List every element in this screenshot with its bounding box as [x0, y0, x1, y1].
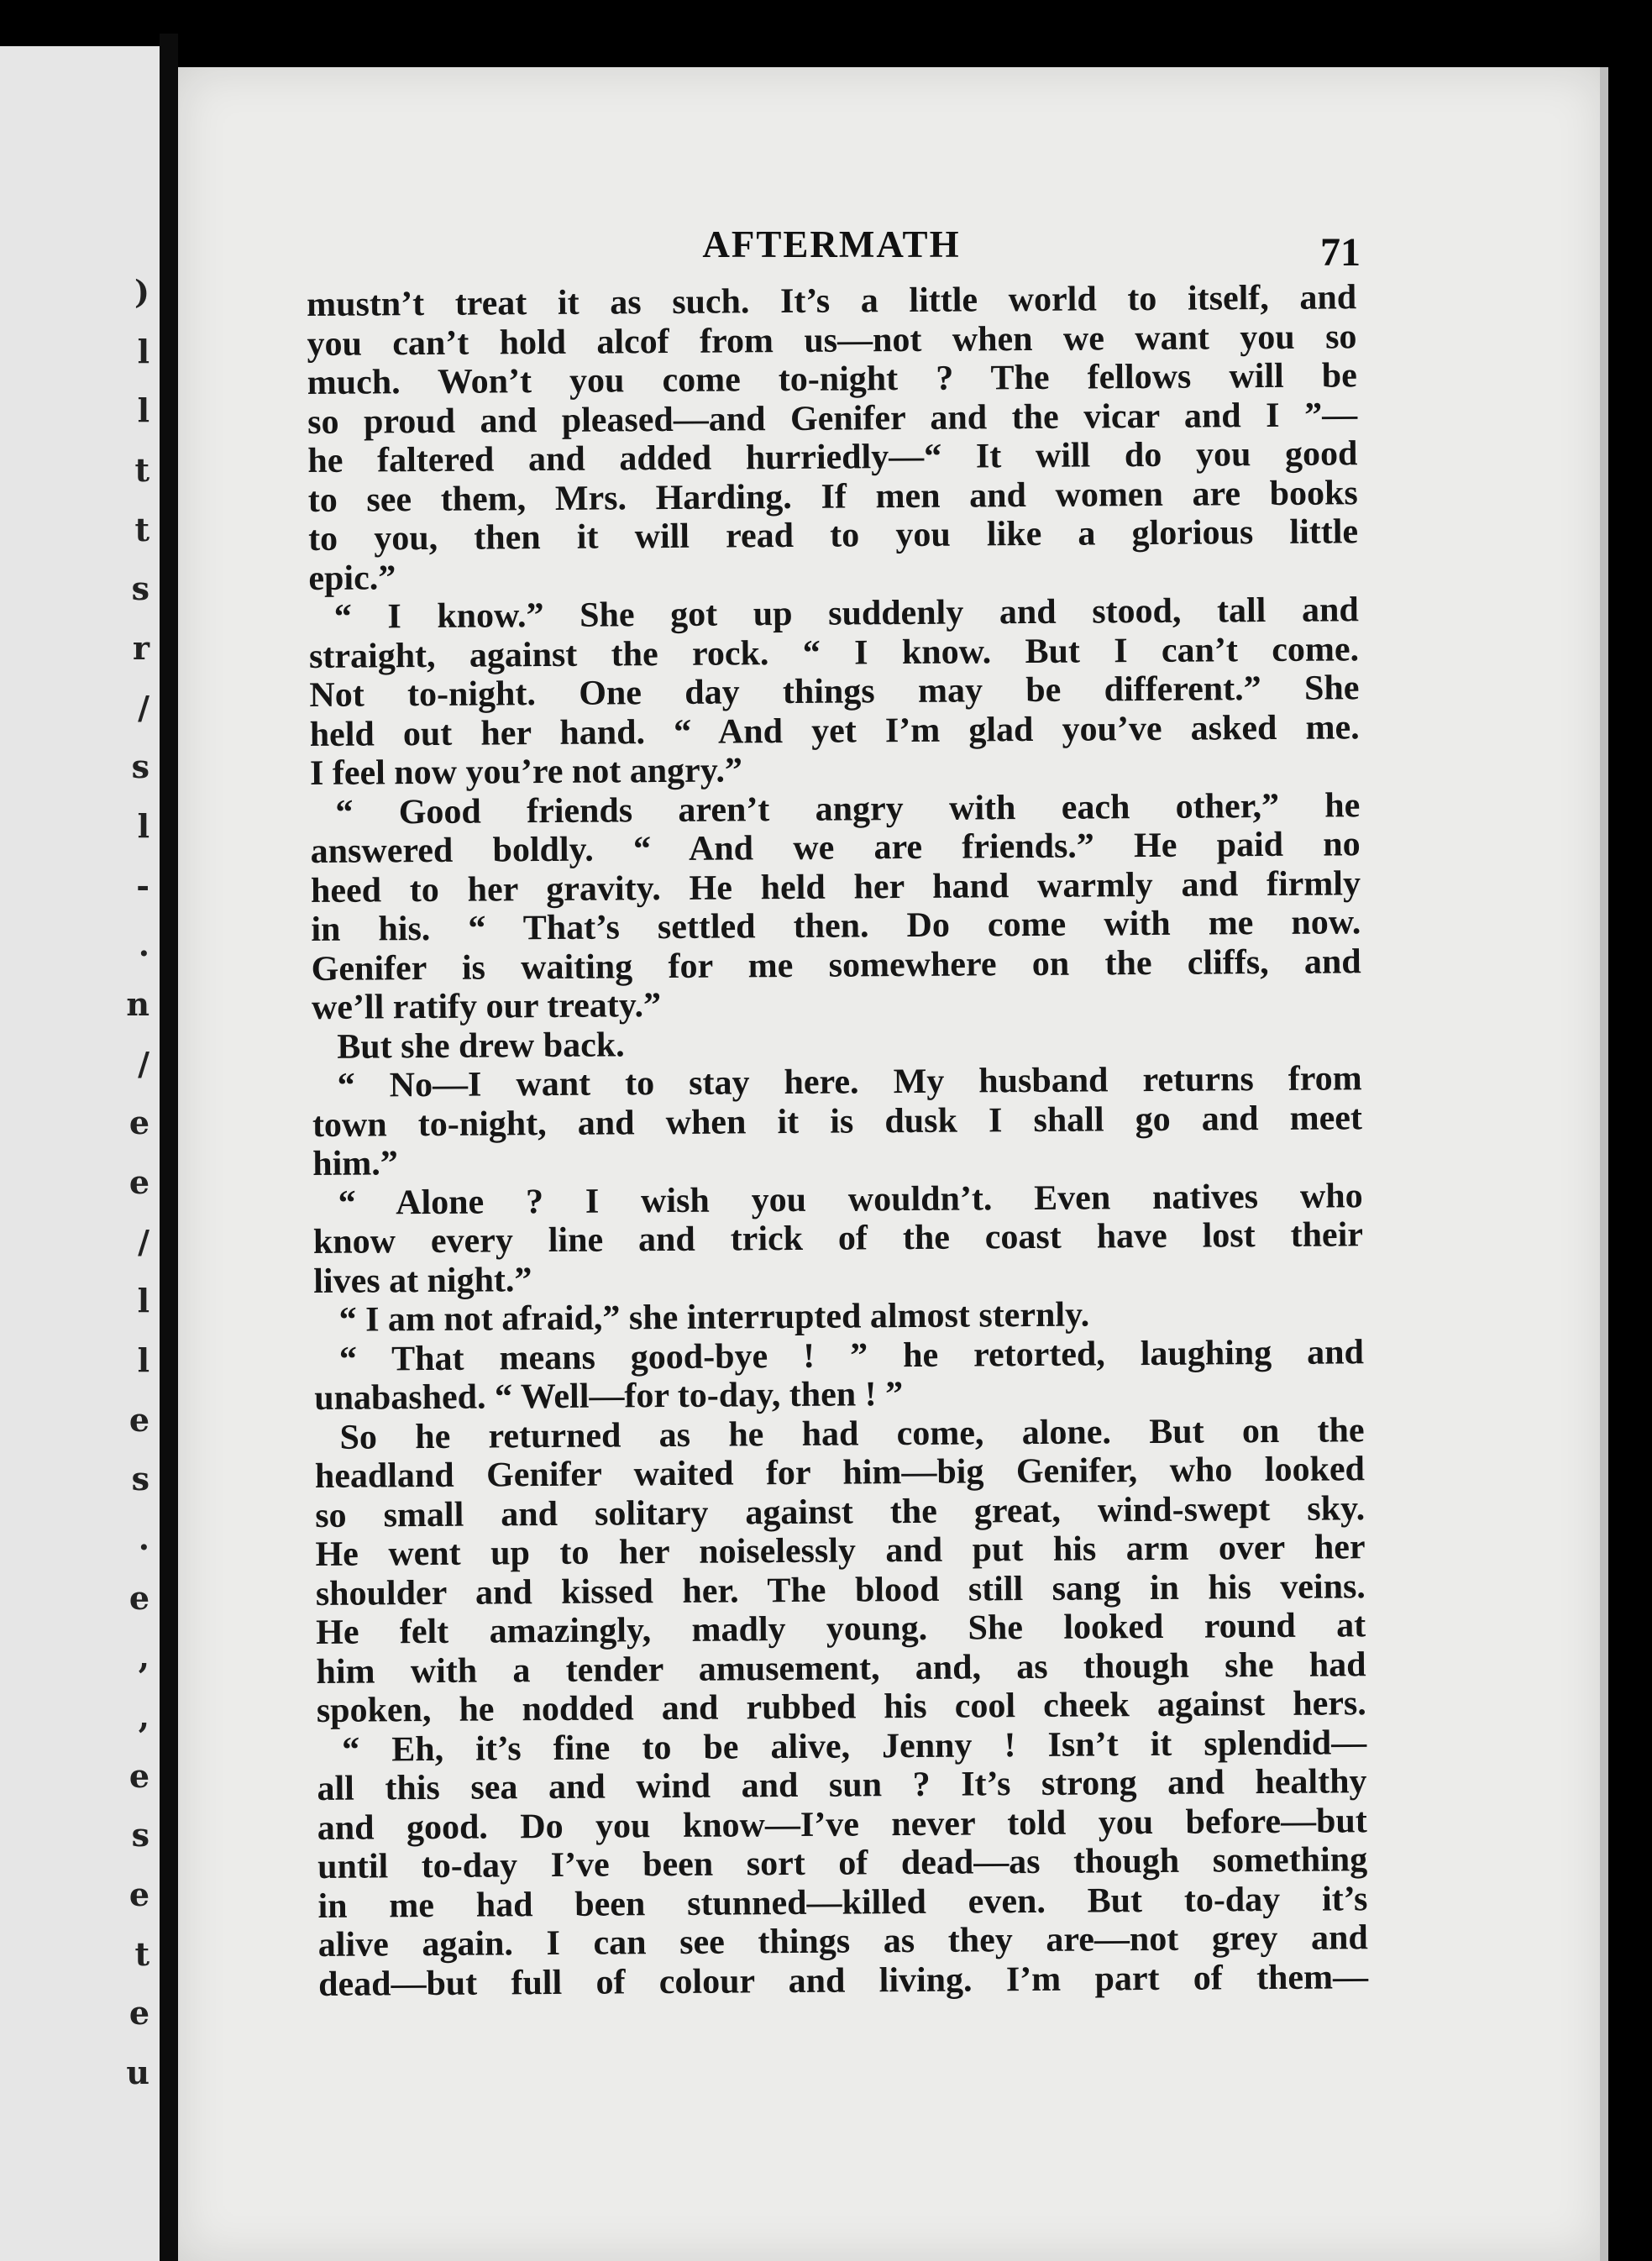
facing-page-glyph: .: [138, 926, 149, 964]
facing-page-glyph: l: [137, 332, 149, 370]
facing-page-glyph: /: [138, 688, 149, 727]
facing-page-glyph: ,: [138, 1697, 149, 1735]
text-line: to you, then it will read to you like a glorious little: [307, 512, 1359, 559]
text-line: much. Won’t you come to-night ? The fellows will be: [307, 356, 1357, 402]
facing-page-glyph: e: [128, 1578, 149, 1617]
text-line: “ That means good-bye ! ” he retorted, laughing and: [338, 1332, 1365, 1379]
facing-page-glyph: ): [134, 273, 149, 311]
text-line: “ Alone ? I wish you wouldn’t. Even natives who: [338, 1176, 1363, 1223]
text-line: unabashed. “ Well—for to-day, then ! ”: [314, 1375, 904, 1418]
text-line: and good. Do you know—I’ve never told you before—but: [317, 1801, 1367, 1848]
facing-page-glyph: /: [138, 1222, 149, 1261]
text-line: answered boldly. “ And we are friends.” He paid no: [310, 825, 1361, 871]
text-line: in his. “ That’s settled then. Do come with me now.: [311, 903, 1361, 949]
text-line: heed to her gravity. He held her hand warmly and firmly: [310, 863, 1361, 910]
facing-page-glyph: ,: [138, 1638, 149, 1676]
text-line: I feel now you’re not angry.”: [309, 751, 743, 793]
body-text: [307, 278, 1368, 2004]
facing-page-glyph: -: [136, 866, 149, 905]
text-line: epic.”: [308, 558, 396, 598]
text-line: to see them, Mrs. Harding. If men and women are books: [307, 473, 1358, 520]
text-line: headland Genifer waited for him—big Genifer, who looked: [314, 1450, 1366, 1496]
facing-page-glyph: e: [128, 1400, 149, 1439]
text-line: “ No—I want to stay here. My husband returns from: [337, 1059, 1362, 1105]
page-edge: [1600, 67, 1608, 2261]
text-line: we’ll ratify our treaty.”: [311, 986, 662, 1027]
text-line: so small and solitary against the great, wind-swept sky.: [315, 1488, 1366, 1535]
text-line: him.”: [312, 1144, 398, 1183]
facing-page-glyph: s: [131, 1816, 149, 1854]
text-line: all this sea and wind and sun ? It’s strong and healthy: [317, 1762, 1367, 1808]
text-line: “ I am not afraid,” she interrupted almost sternly.: [338, 1295, 1090, 1340]
text-line: spoken, he nodded and rubbed his cool cheek against hers.: [316, 1684, 1366, 1730]
text-line: shoulder and kissed her. The blood still sang in his veins.: [315, 1566, 1366, 1613]
facing-page-glyph: e: [128, 1875, 149, 1913]
facing-page-glyph: l: [137, 1341, 149, 1379]
text-line: he faltered and added hurriedly—“ It will do you good: [307, 434, 1358, 480]
text-line: Genifer is waiting for me somewhere on the cliffs, and: [311, 942, 1361, 989]
facing-page-glyph: n: [126, 985, 149, 1023]
book-gutter: [160, 34, 178, 2261]
facing-page-glyph: e: [128, 1756, 149, 1795]
facing-page-glyph: t: [134, 1934, 149, 1973]
text-line: held out her hand. “ And yet I’m glad you’ve asked me.: [309, 707, 1360, 754]
facing-page-glyph: .: [138, 1519, 149, 1557]
text-line: “ Good friends aren’t angry with each other,” he: [335, 785, 1361, 832]
text-line: so proud and pleased—and Genifer and the vicar and I ”—: [307, 395, 1358, 442]
facing-page-glyph: e: [128, 1104, 149, 1142]
text-line: in me had been stunned—killed even. But to-day it’s: [317, 1879, 1368, 1926]
facing-page-glyph: l: [137, 391, 149, 430]
facing-page-glyph: s: [131, 569, 149, 608]
text-line: So he returned as he had come, alone. But on the: [339, 1410, 1365, 1457]
text-line: you can’t hold alcof from us—not when we want you so: [307, 317, 1357, 364]
facing-page-glyph: t: [134, 510, 149, 548]
facing-page-glyph: t: [134, 451, 149, 489]
facing-page-margin-text: [119, 46, 153, 2261]
facing-page-glyph: l: [137, 807, 149, 845]
text-line: “ Eh, it’s fine to be alive, Jenny ! Isn’t it splendid—: [342, 1723, 1367, 1770]
facing-page-glyph: s: [131, 748, 149, 786]
text-line: dead—but full of colour and living. I’m part of them—: [317, 1957, 1369, 2004]
text-line: But she drew back.: [337, 1025, 625, 1067]
text-line: He felt amazingly, madly young. She looked round at: [316, 1606, 1366, 1652]
text-line: straight, against the rock. “ I know. But I can’t come.: [308, 629, 1360, 676]
page-number: 71: [1320, 230, 1361, 275]
text-line: until to-day I’ve been sort of dead—as though something: [317, 1840, 1368, 1886]
text-line: him with a tender amusement, and, as though she had: [316, 1645, 1366, 1692]
facing-page-edge: [0, 46, 160, 2261]
text-line: lives at night.”: [313, 1260, 532, 1301]
text-line: town to-night, and when it is dusk I shall go and meet: [312, 1098, 1363, 1145]
facing-page-glyph: e: [128, 1163, 149, 1201]
facing-page-glyph: s: [131, 1460, 149, 1498]
text-line: mustn’t treat it as such. It’s a little world to itself, and: [307, 278, 1357, 324]
running-head: [302, 223, 1361, 281]
text-line: alive again. I can see things as they are—not grey and: [317, 1918, 1368, 1965]
running-title: AFTERMATH: [702, 223, 961, 265]
facing-page-glyph: e: [128, 1994, 149, 2033]
facing-page-glyph: r: [132, 629, 149, 667]
facing-page-glyph: l: [137, 1282, 149, 1320]
text-line: He went up to her noiselessly and put his arm over her: [315, 1528, 1366, 1574]
text-line: know every line and trick of the coast have lost their: [312, 1215, 1364, 1262]
text-line: “ I know.” She got up suddenly and stood, tall and: [333, 590, 1359, 637]
text-line: Not to-night. One day things may be different.” She: [309, 669, 1360, 715]
facing-page-glyph: /: [138, 1044, 149, 1083]
facing-page-glyph: u: [126, 2054, 149, 2091]
